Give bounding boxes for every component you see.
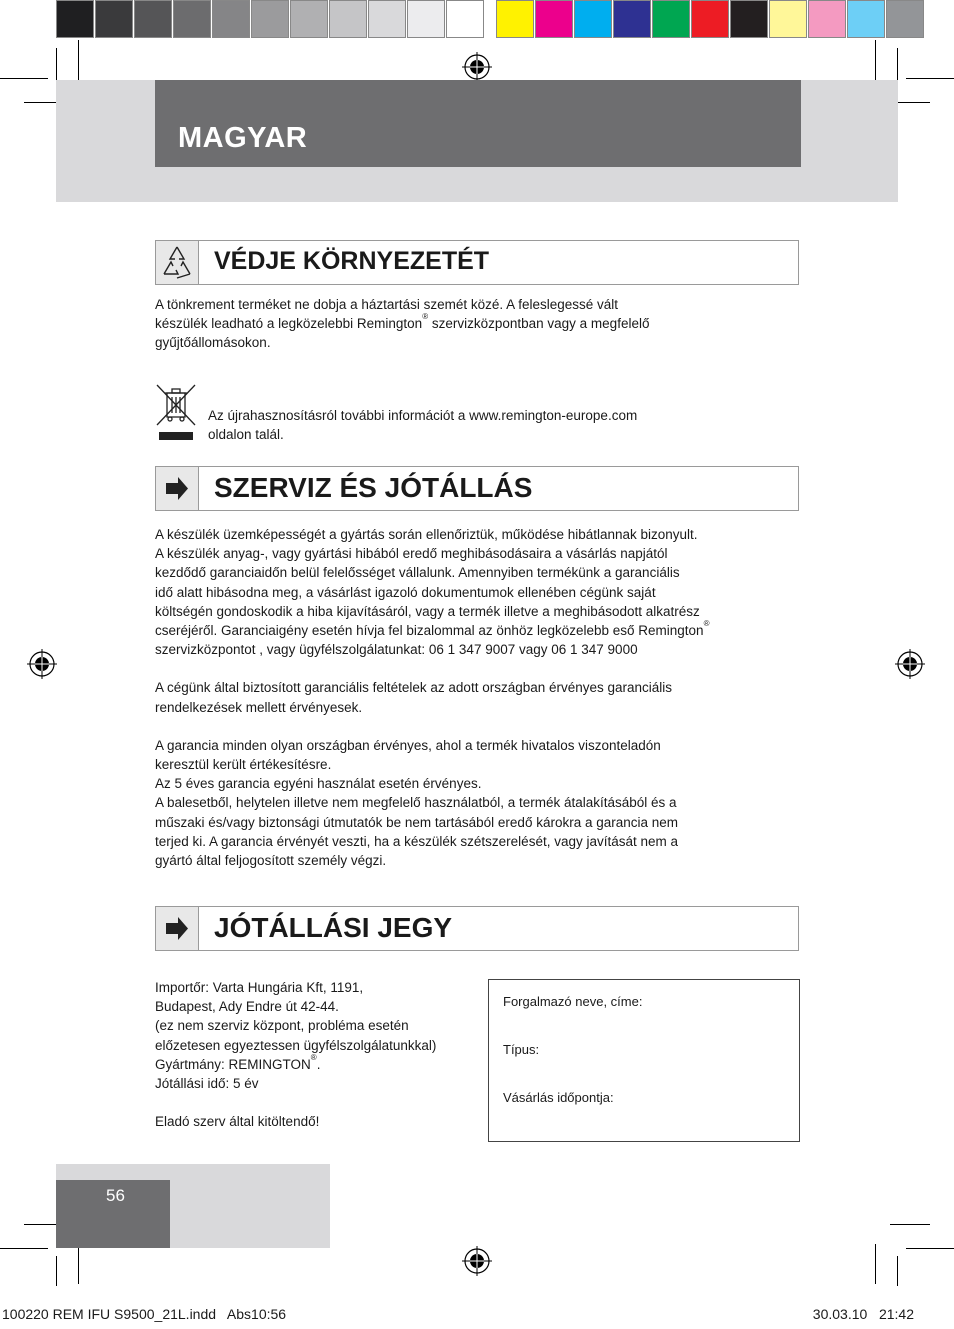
text-span: cseréjéről. Garanciaigény esetén hívja fel bizalommal az önhöz legközelebb eső Remington: [155, 623, 704, 639]
color-swatch: [251, 0, 289, 38]
text-line: gyártó által feljogosított személy végzi.: [155, 853, 387, 869]
text-line: Eladó szerv által kitöltendő!: [155, 1114, 320, 1130]
text-line: szervizközpontot , vagy ügyfélszolgálatunkat: 06 1 347 9007 vagy 06 1 347 9000: [155, 642, 638, 658]
crop-mark: [78, 1244, 79, 1284]
text-line: költségén gondoskodik a hiba kijavításáról, vagy a termék illetve a meghibásodott alkatrész: [155, 603, 700, 619]
text-line: A cégünk által biztosított garanciális feltételek az adott országban érvényes garanciális: [155, 680, 673, 696]
color-swatch: [496, 0, 534, 38]
registration-mark-icon: [27, 649, 57, 679]
color-swatch: [691, 0, 729, 38]
crossed-bin-icon: [155, 383, 197, 443]
text-line: A garancia minden olyan országban érvényes, ahol a termék hivatalos viszonteladón: [155, 737, 661, 753]
text-line: rendelkezések mellett érvényesek.: [155, 699, 363, 715]
color-swatch: [535, 0, 573, 38]
language-title: MAGYAR: [178, 122, 308, 154]
colorbar-gap: [485, 0, 495, 36]
print-slug-file: 100220 REM IFU S9500_21L.indd Abs10:56: [2, 1306, 287, 1322]
arrow-icon-box: [156, 907, 199, 950]
service-paragraph: [155, 525, 815, 870]
text-line: [155, 1052, 475, 1074]
text-line: Az újrahasznosításról további információt a www.remington-europe.com: [208, 408, 638, 423]
section-title: VÉDJE KÖRNYEZETÉT: [214, 247, 490, 275]
arrow-icon-box: [156, 467, 199, 510]
text-span: .: [316, 1056, 321, 1072]
text-line: [155, 621, 815, 640]
importer-info: [155, 978, 475, 1131]
crop-mark: [906, 1248, 954, 1249]
color-swatch: [769, 0, 807, 38]
color-swatch: [808, 0, 846, 38]
color-swatch: [134, 0, 172, 38]
color-swatch: [613, 0, 651, 38]
form-label-dealer: Forgalmazó neve, címe:: [503, 994, 643, 1009]
registration-mark-icon: [462, 1246, 492, 1276]
crop-mark: [897, 1256, 898, 1286]
text-line: A készülék anyag-, vagy gyártási hibából eredő meghibásodásaira a vásárlás napjától: [155, 546, 668, 562]
text-line: (ez nem szerviz központ, probléma esetén: [155, 1018, 409, 1034]
color-swatch: [574, 0, 612, 38]
color-swatch: [652, 0, 690, 38]
text-line: terjed ki. A garancia érvényét veszti, ha a készülék szétszerelését, vagy javítását nem a: [155, 833, 679, 849]
environment-paragraph: [155, 295, 795, 353]
color-calibration-bar: [56, 0, 924, 38]
color-swatch: [847, 0, 885, 38]
text-line: Budapest, Ady Endre út 42-44.: [155, 999, 339, 1015]
text-line: előzetesen egyeztessen ügyfélszolgálatunkkal): [155, 1037, 437, 1053]
color-swatch: [368, 0, 406, 38]
registered-mark: ®: [310, 1052, 317, 1062]
text-line: A balesetből, helytelen illetve nem megfelelő használatból, a termék átalakításából és a: [155, 795, 677, 811]
crop-mark: [890, 1224, 930, 1225]
text-line: A tönkrement terméket ne dobja a háztartási szemét közé. A feleslegessé vált: [155, 297, 619, 312]
color-swatch: [95, 0, 133, 38]
section-heading-environment: [155, 240, 799, 285]
text-line: műszaki és/vagy biztonsági útmutatók be nem tartásából eredő károkra a garancia nem: [155, 814, 679, 830]
color-swatch: [212, 0, 250, 38]
print-slug-date: 30.03.10 21:42: [812, 1306, 914, 1322]
text-line: oldalon talál.: [208, 427, 284, 443]
arrow-right-icon: [156, 467, 198, 510]
text-line: idő alatt hibásodna meg, a vásárlást igazoló dokumentumok ellenében cégünk saját: [155, 584, 656, 600]
text-line: [155, 314, 795, 333]
text-span: készülék leadható a legközelebbi Remington: [155, 316, 423, 332]
section-heading-warranty: [155, 906, 799, 951]
color-swatch: [886, 0, 924, 38]
form-label-purchase-date: Vásárlás időpontja:: [503, 1090, 614, 1105]
color-swatch: [56, 0, 94, 38]
registered-mark: ®: [422, 312, 429, 322]
text-line: Jótállási idő: 5 év: [155, 1076, 259, 1092]
section-title: SZERVIZ ÉS JÓTÁLLÁS: [214, 472, 533, 503]
registration-mark-icon: [895, 649, 925, 679]
crop-mark: [56, 1256, 57, 1286]
color-swatch: [290, 0, 328, 38]
section-title: JÓTÁLLÁSI JEGY: [214, 912, 453, 943]
color-swatch: [329, 0, 367, 38]
text-line: kezdődő garanciaidőn belül felelősséget vállalunk. Amennyiben termékünk a garanciális: [155, 565, 680, 581]
color-swatch: [407, 0, 445, 38]
text-line: keresztül került értékesítésre.: [155, 757, 332, 773]
crop-mark: [875, 1244, 876, 1284]
recycling-info: [208, 406, 768, 444]
crop-mark: [906, 78, 954, 79]
text-line: A készülék üzemképességét a gyártás során ellenőriztük, működése hibátlannak bizonyult.: [155, 527, 698, 542]
form-label-type: Típus:: [503, 1042, 540, 1057]
crop-mark: [0, 78, 48, 79]
text-span: szervizközpontban vagy a megfelelő: [428, 316, 650, 332]
recycle-icon: [156, 241, 198, 284]
page-number: 56: [106, 1186, 125, 1205]
text-line: Az 5 éves garancia egyéni használat esetén érvényes.: [155, 776, 482, 792]
warranty-form-box: [488, 979, 800, 1142]
registered-mark: ®: [703, 619, 710, 629]
text-span: Gyártmány: REMINGTON: [155, 1056, 311, 1072]
color-swatch: [730, 0, 768, 38]
registration-mark-icon: [462, 52, 492, 82]
section-heading-service: [155, 466, 799, 511]
text-line: gyűjtőállomásokon.: [155, 335, 271, 351]
text-line: Importőr: Varta Hungária Kft, 1191,: [155, 980, 364, 995]
arrow-right-icon: [156, 907, 198, 950]
crop-mark: [0, 1248, 48, 1249]
color-swatch: [446, 0, 484, 38]
recycle-icon-box: [156, 241, 199, 284]
color-swatch: [173, 0, 211, 38]
